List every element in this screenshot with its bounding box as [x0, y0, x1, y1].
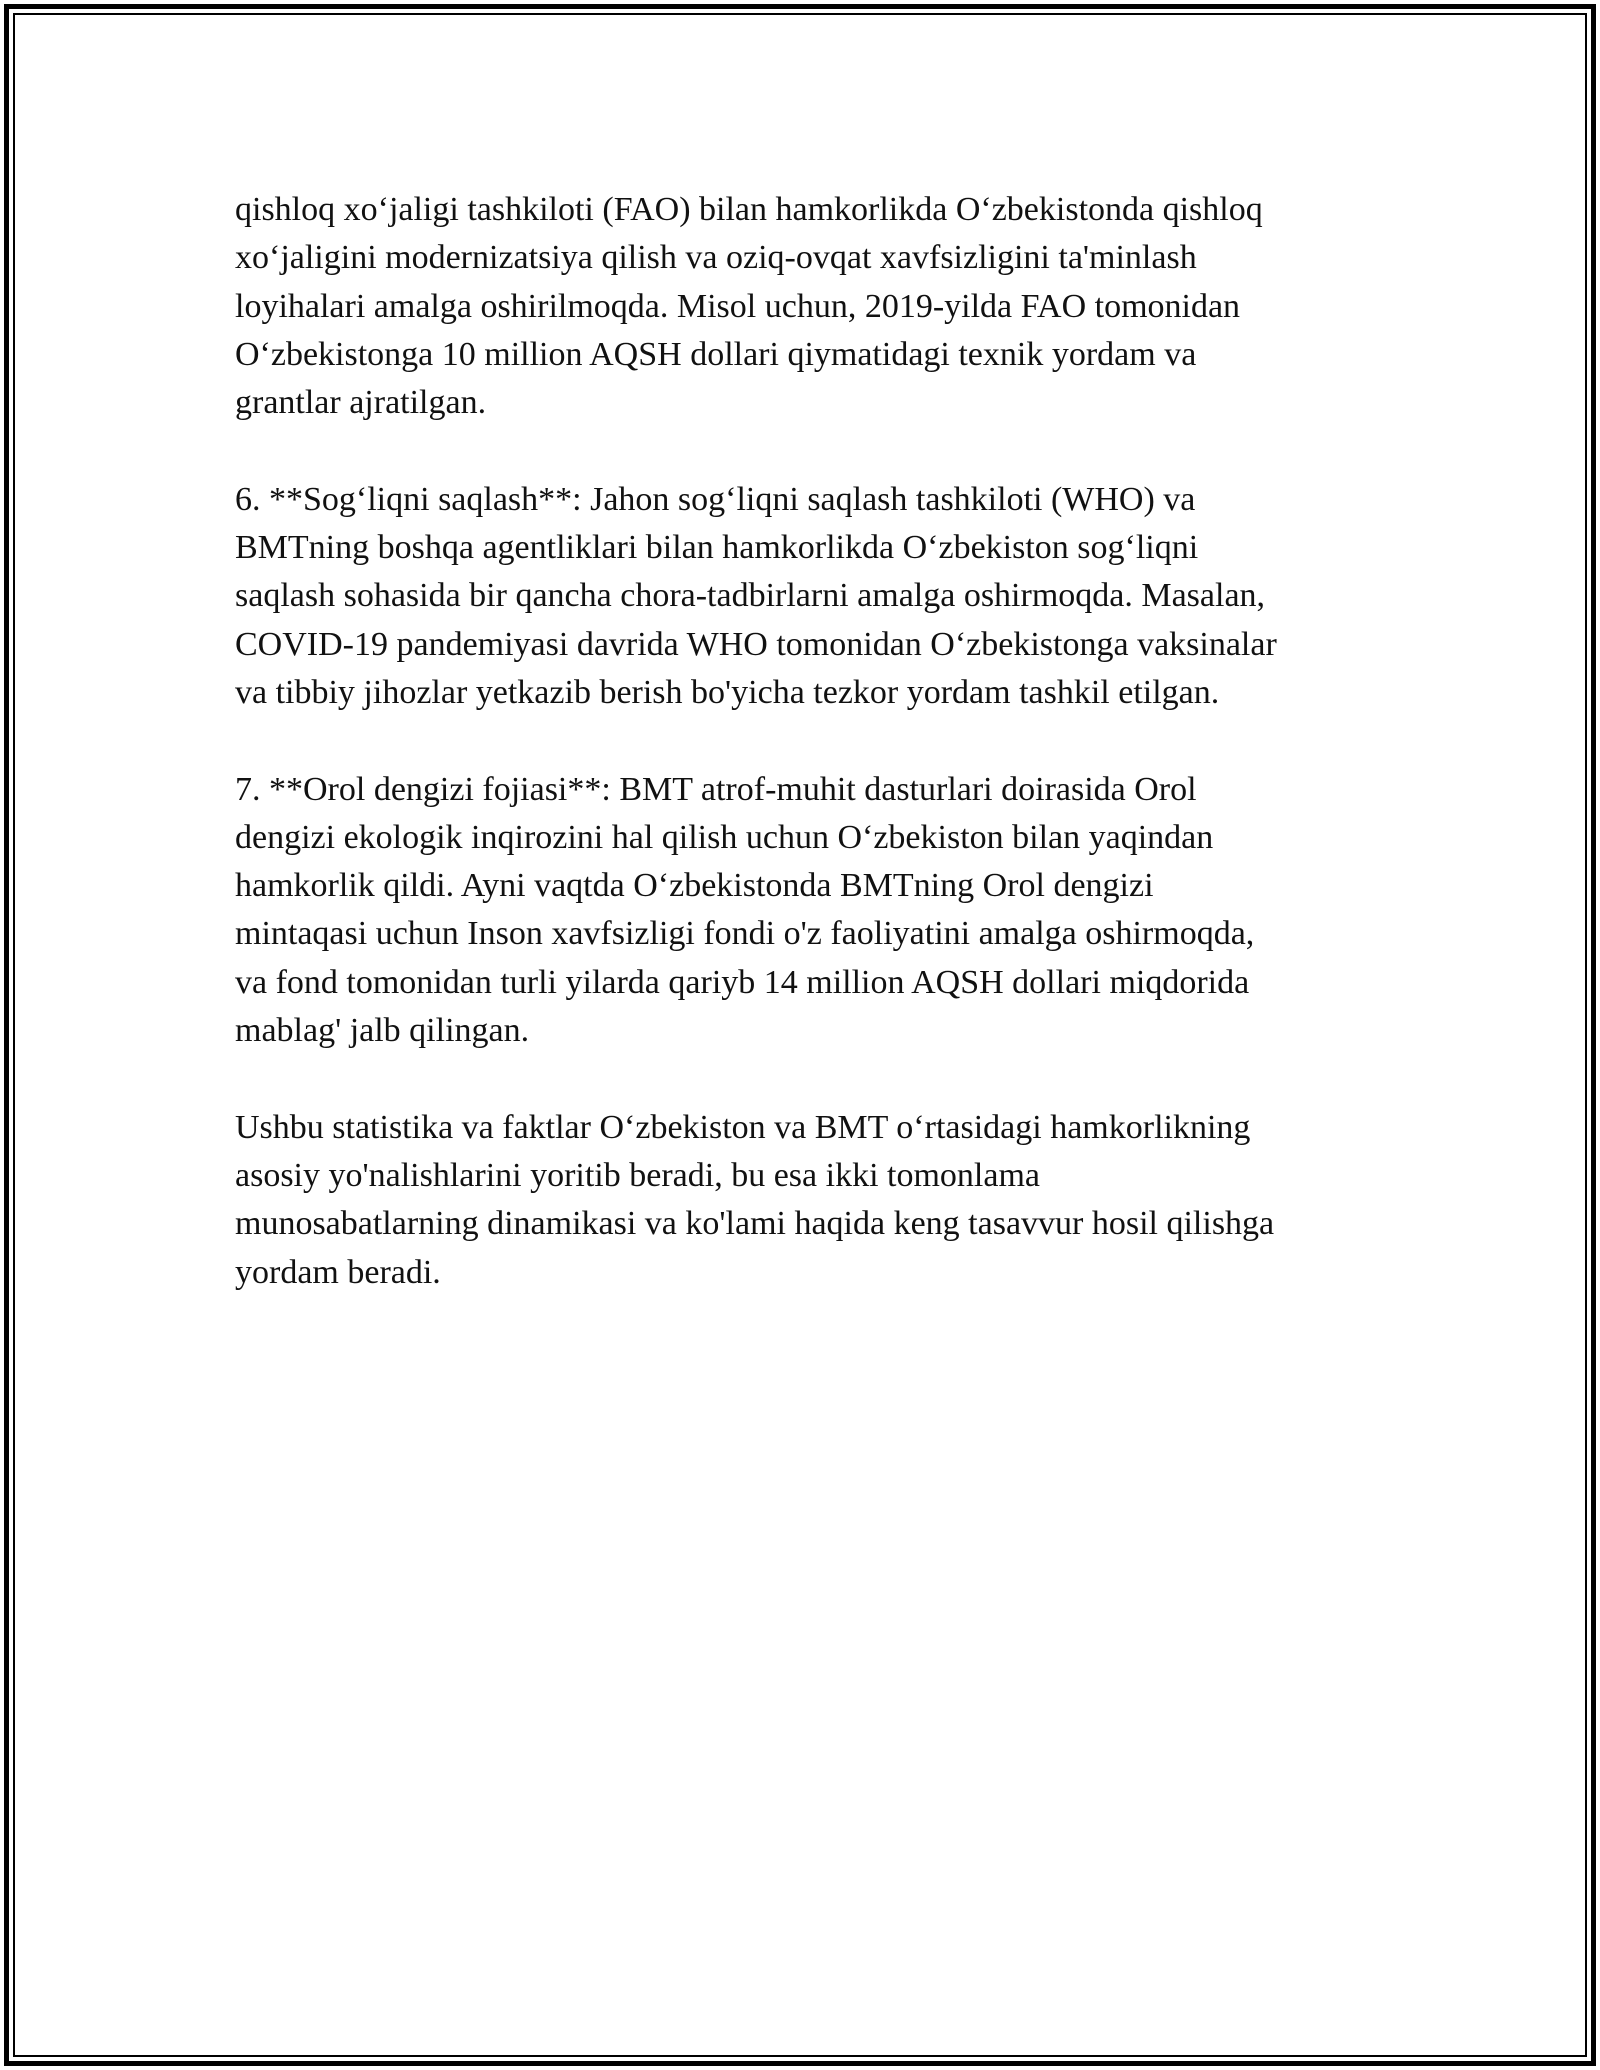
text-line: grantlar ajratilgan.: [235, 384, 487, 422]
text-line: mablag' jalb qilingan.: [235, 1012, 530, 1050]
paragraph-fao: [235, 186, 1385, 427]
text-line: 6. **Sog‘liqni saqlash**: Jahon sog‘liqni saqlash tashkiloti (WHO) va: [235, 480, 1196, 518]
text-line: va fond tomonidan turli yilarda qariyb 14 million AQSH dollari miqdorida: [235, 963, 1250, 1001]
paragraph-conclusion: [235, 1104, 1385, 1297]
text-line: saqlash sohasida bir qancha chora-tadbirlarni amalga oshirmoqda. Masalan,: [235, 577, 1266, 615]
paragraph-aral: [235, 766, 1385, 1056]
text-line: xo‘jaligini modernizatsiya qilish va oziq-ovqat xavfsizligini ta'minlash: [235, 239, 1197, 277]
text-line: va tibbiy jihozlar yetkazib berish bo'yicha tezkor yordam tashkil etilgan.: [235, 673, 1220, 711]
text-line: BMTning boshqa agentliklari bilan hamkorlikda O‘zbekiston sog‘liqni: [235, 529, 1199, 567]
paragraph-health: [235, 476, 1385, 717]
text-line: 7. **Orol dengizi fojiasi**: BMT atrof-muhit dasturlari doirasida Orol: [235, 770, 1197, 808]
text-line: yordam beradi.: [235, 1253, 441, 1291]
text-line: dengizi ekologik inqirozini hal qilish uchun O‘zbekiston bilan yaqindan: [235, 818, 1214, 856]
text-line: Ushbu statistika va faktlar O‘zbekiston va BMT o‘rtasidagi hamkorlikning: [235, 1108, 1251, 1146]
text-line: munosabatlarning dinamikasi va ko'lami haqida keng tasavvur hosil qilishga: [235, 1205, 1275, 1243]
document-body: [235, 186, 1385, 1345]
text-line: asosiy yo'nalishlarini yoritib beradi, bu esa ikki tomonlama: [235, 1156, 1040, 1194]
text-line: qishloq xo‘jaligi tashkiloti (FAO) bilan hamkorlikda O‘zbekistonda qishloq: [235, 191, 1263, 228]
text-line: mintaqasi uchun Inson xavfsizligi fondi o'z faoliyatini amalga oshirmoqda,: [235, 915, 1255, 953]
text-line: hamkorlik qildi. Ayni vaqtda O‘zbekistonda BMTning Orol dengizi: [235, 867, 1154, 905]
text-line: O‘zbekistonga 10 million AQSH dollari qiymatidagi texnik yordam va: [235, 335, 1197, 373]
text-line: COVID-19 pandemiyasi davrida WHO tomonidan O‘zbekistonga vaksinalar: [235, 625, 1277, 663]
text-line: loyihalari amalga oshirilmoqda. Misol uchun, 2019-yilda FAO tomonidan: [235, 287, 1241, 325]
